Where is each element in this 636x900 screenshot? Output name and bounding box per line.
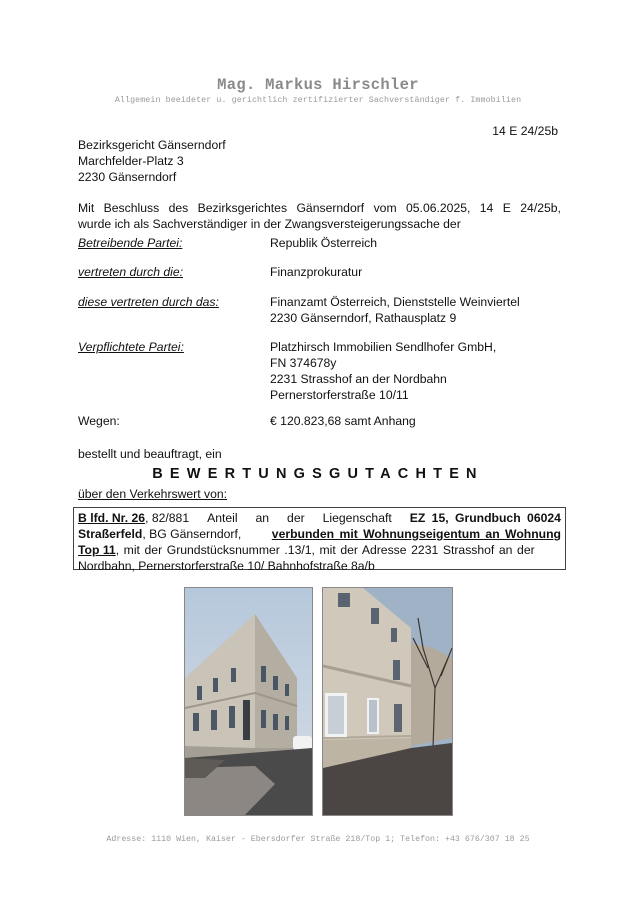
intro-word: 24/25b, — [520, 201, 561, 215]
party-value-vertreten: Finanzprokuratur — [270, 265, 363, 279]
case-number: 14 E 24/25b — [492, 124, 558, 138]
intro-line-2: wurde ich als Sachverständiger in der Zwangsversteigerungssache der — [78, 217, 461, 231]
party-value-verpflichtete — [270, 339, 496, 403]
box-word: Liegenschaft — [322, 511, 392, 525]
intro-word: 14 — [479, 201, 494, 215]
ordered-text: bestellt und beauftragt, ein — [78, 447, 222, 461]
footer-contact: Adresse: 1110 Wien, Kaiser - Ebersdorfer Straße 218/Top 1; Telefon: +43 676/307 18 25 — [106, 835, 530, 844]
wohnungseigentum: verbunden mit Wohnungseigentum an Wohnung — [271, 527, 561, 541]
party-label-diese-vertreten: diese vertreten durch das: — [78, 295, 219, 309]
party-label-betreibende: Betreibende Partei: — [78, 236, 183, 250]
document-heading: BEWERTUNGSGUTACHTEN — [152, 466, 484, 482]
kg-name: Straßerfeld — [78, 527, 143, 541]
box-line-2 — [78, 526, 561, 542]
intro-word: Beschluss — [103, 201, 160, 215]
ez-grundbuch: EZ 15, Grundbuch 06024 — [409, 511, 561, 525]
box-text: , BG Gänserndorf, — [142, 527, 245, 541]
top-number: Top 11 — [78, 543, 116, 557]
box-line-4: Nordbahn, Pernerstorferstraße 10/ Bahnhofstraße 8a/b — [78, 559, 375, 573]
intro-word: vom — [373, 201, 397, 215]
box-word: , 82/881 — [145, 511, 190, 525]
intro-word: E — [502, 201, 511, 215]
box-word: der — [287, 511, 305, 525]
intro-word: Mit — [78, 201, 95, 215]
box-line-3 — [78, 542, 561, 558]
box-line-1 — [78, 510, 561, 526]
value-line: 2230 Gänserndorf, Rathausplatz 9 — [270, 311, 457, 325]
court-name: Bezirksgericht Gänserndorf — [78, 138, 226, 152]
lfd-nr: B lfd. Nr. 26 — [78, 511, 146, 525]
party-value-diese-vertreten — [270, 294, 520, 326]
property-description-box — [73, 507, 566, 573]
value-line: FN 374678y — [270, 356, 337, 370]
party-label-vertreten: vertreten durch die: — [78, 265, 184, 279]
box-text: , mit der Grundstücksnummer .13/1, mit der Adresse 2231 Strasshof an der — [115, 543, 535, 557]
intro-word: Gänserndorf — [296, 201, 365, 215]
subject-intro: über den Verkehrswert von: — [78, 487, 228, 501]
court-address — [78, 137, 226, 185]
court-street: Marchfelder-Platz 3 — [78, 154, 184, 168]
building-corner-photo — [184, 587, 313, 816]
intro-word: des — [168, 201, 189, 215]
court-city: 2230 Gänserndorf — [78, 170, 177, 184]
party-label-verpflichtete: Verpflichtete Partei: — [78, 340, 184, 354]
value-line: 2231 Strasshof an der Nordbahn — [270, 372, 447, 386]
party-label-wegen: Wegen: — [78, 414, 120, 428]
building-facade-photo — [322, 587, 453, 816]
intro-line-1 — [78, 200, 561, 216]
intro-word: Bezirksgerichtes — [197, 201, 288, 215]
intro-paragraph — [78, 200, 561, 232]
value-line: Platzhirsch Immobilien Sendlhofer GmbH, — [270, 340, 497, 354]
value-line: Pernerstorferstraße 10/11 — [270, 388, 409, 402]
box-word: Anteil — [207, 511, 238, 525]
expert-subtitle: Allgemein beeideter u. gerichtlich zertifizierter Sachverständiger f. Immobilien — [114, 96, 522, 105]
value-line: Finanzamt Österreich, Dienststelle Weinviertel — [270, 295, 520, 309]
party-value-betreibende: Republik Österreich — [270, 236, 378, 250]
party-value-wegen: € 120.823,68 samt Anhang — [270, 414, 416, 428]
box-word: an — [255, 511, 270, 525]
expert-name: Mag. Markus Hirschler — [217, 76, 419, 94]
intro-word: 05.06.2025, — [406, 201, 471, 215]
